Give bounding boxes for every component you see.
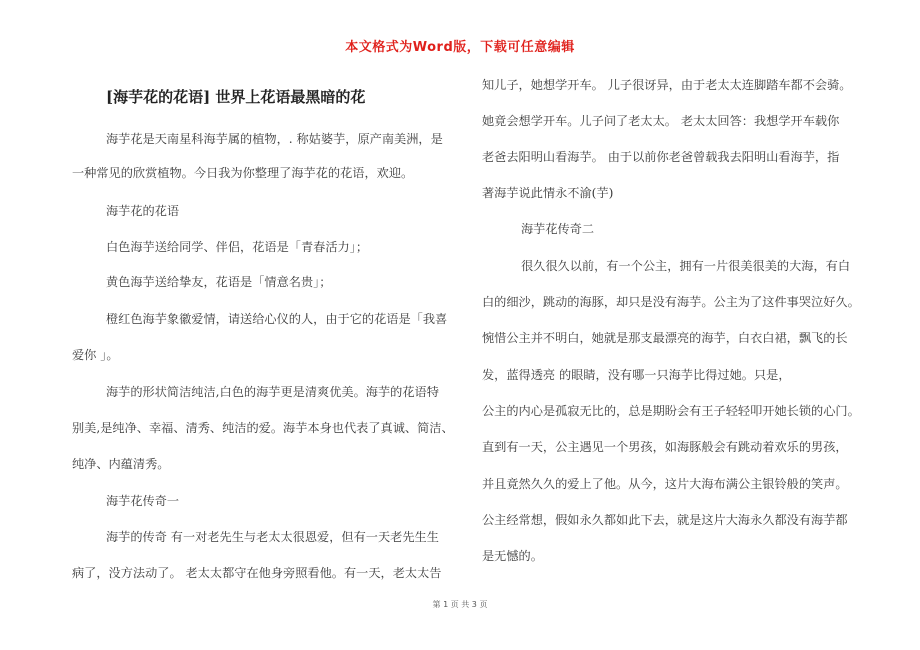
text-line: 橙红色海芋象徽爱情，请送给心仪的人，由于它的花语是「我喜 [106,312,448,326]
text-line: 纯净、内蕴清秀。 [72,457,170,471]
text-line: 很久很久以前，有一个公主，拥有一片很美很美的大海，有白 [521,259,851,273]
text-line: 海芋的形状简洁纯洁,白色的海芋更是清爽优美。海芋的花语特 [106,385,439,399]
page-number-footer: 第 1 页 共 3 页 [432,600,488,609]
word-format-notice: 本文格式为Word版，下载可任意编辑 [345,40,575,55]
text-line: 公主的内心是孤寂无比的，总是期盼会有王子轻轻叩开她长锁的心门。 [482,404,860,418]
text-line: 白的细沙，跳动的海豚，却只是没有海芋。公主为了这件事哭泣好久。 [482,295,860,309]
document-title: [海芋花的花语] 世界上花语最黑暗的花 [106,88,366,106]
text-line: 老爸去阳明山看海芋。 由于以前你老爸曾载我去阳明山看海芋，指 [482,150,840,164]
text-line: 海芋花是天南星科海芋属的植物，. 称姑婆芋，原产南美洲，是 [106,132,443,146]
text-line: 是无憾的。 [482,549,543,563]
text-line: 病了，没方法动了。 老太太都守在他身旁照看他。有一天，老太太告 [72,566,442,580]
text-line: 海芋的传奇 有一对老先生与老太太很恩爱，但有一天老先生生 [106,530,439,544]
text-line: 爱你 」。 [72,348,119,362]
section-heading: 海芋花的花语 [106,204,180,218]
text-line: 著海芋说此情永不渝(芋) [482,186,614,200]
text-line: 惋惜公主并不明白，她就是那支最漂亮的海芋，白衣白裙，飘飞的长 [482,331,848,345]
section-heading: 海芋花传奇二 [521,222,595,236]
text-line: 黄色海芋送给挚友，花语是「情意名贵」； [106,275,332,289]
text-line: 并且竟然久久的爱上了他。从今，这片大海布满公主银铃般的笑声。 [482,477,848,491]
text-line: 发，蓝得透亮 的眼睛，没有哪一只海芋比得过她。只是， [482,368,791,382]
text-line: 白色海芋送给同学、伴侣，花语是「青春活力」； [106,240,369,254]
text-line: 知儿子，她想学开车。 儿子很讶异，由于老太太连脚踏车都不会骑。 [482,78,852,92]
text-line: 一种常见的欣赏植物。今日我为你整理了海芋花的花语，欢迎。 [72,166,414,180]
text-line: 她竟会想学开车。儿子问了老太太。 老太太回答：我想学开车载你 [482,114,840,128]
text-line: 别美,是纯净、幸福、清秀、纯洁的爱。海芋本身也代表了真诚、简洁、 [72,421,454,435]
text-line: 直到有一天，公主遇见一个男孩，如海豚般会有跳动着欢乐的男孩， [482,440,848,454]
text-line: 公主经常想，假如永久都如此下去，就是这片大海永久都没有海芋都 [482,513,848,527]
section-heading: 海芋花传奇一 [106,494,180,508]
